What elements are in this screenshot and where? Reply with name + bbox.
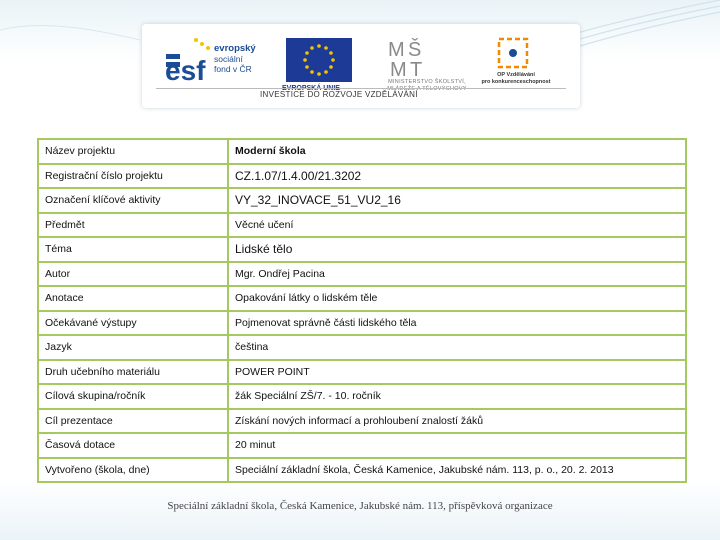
table-row [38, 360, 686, 385]
row-label: Cílová skupina/ročník [38, 384, 228, 409]
table-row [38, 286, 686, 311]
msmt-logo-icon [388, 34, 432, 78]
esf-text [214, 44, 256, 74]
svg-text:M: M [390, 59, 407, 78]
esf-line-1: evropský [214, 43, 256, 54]
row-value: VY_32_INOVACE_51_VU2_16 [228, 188, 686, 213]
row-value: CZ.1.07/1.4.00/21.3202 [228, 164, 686, 189]
row-label: Druh učebního materiálu [38, 360, 228, 385]
msmt-label-line-1: MINISTERSTVO ŠKOLSTVÍ, [388, 79, 466, 85]
row-label: Anotace [38, 286, 228, 311]
row-value: Speciální základní škola, Česká Kamenice, Jakubské nám. 113, p. o., 20. 2. 2013 [228, 458, 686, 483]
eu-flag-icon [286, 38, 352, 82]
svg-text:M: M [388, 39, 405, 61]
svg-text:T: T [410, 59, 423, 78]
row-value: Pojmenovat správně části lidského těla [228, 311, 686, 336]
op-vzdelavani-logo-icon [496, 36, 530, 70]
row-value: žák Speciální ZŠ/7. - 10. ročník [228, 384, 686, 409]
row-value: 20 minut [228, 433, 686, 458]
row-label: Cíl prezentace [38, 409, 228, 434]
row-label: Předmět [38, 213, 228, 238]
row-label: Registrační číslo projektu [38, 164, 228, 189]
banner-tagline: INVESTICE DO ROZVOJE VZDĚLÁVÁNÍ [260, 90, 418, 99]
op-label-line-1: OP Vzdělávání [497, 72, 535, 78]
op-label-line-2: pro konkurenceschopnost [481, 78, 551, 85]
table-row [38, 311, 686, 336]
row-label: Téma [38, 237, 228, 262]
svg-text:Š: Š [408, 39, 422, 61]
row-label: Jazyk [38, 335, 228, 360]
row-value: Věcné učení [228, 213, 686, 238]
op-label [478, 72, 554, 85]
logo-banner [142, 24, 580, 108]
svg-text:esf: esf [165, 55, 206, 82]
table-row [38, 213, 686, 238]
banner-divider [156, 88, 566, 89]
esf-line-2: sociální [214, 54, 243, 64]
row-value: Lidské tělo [228, 237, 686, 262]
table-row [38, 335, 686, 360]
row-value: Získání nových informací a prohloubení znalostí žáků [228, 409, 686, 434]
project-info-table [37, 138, 687, 483]
table-row [38, 458, 686, 483]
row-value: čeština [228, 335, 686, 360]
row-value: Mgr. Ondřej Pacina [228, 262, 686, 287]
table-row [38, 409, 686, 434]
table-row [38, 164, 686, 189]
row-label: Vytvořeno (škola, dne) [38, 458, 228, 483]
table-row [38, 237, 686, 262]
footer-text: Speciální základní škola, Česká Kamenice, Jakubské nám. 113, příspěvková organizace [167, 500, 553, 512]
row-label: Očekávané výstupy [38, 311, 228, 336]
row-label: Označení klíčové aktivity [38, 188, 228, 213]
esf-line-3: fond v ČR [214, 64, 252, 74]
row-value: POWER POINT [228, 360, 686, 385]
row-label: Autor [38, 262, 228, 287]
table-row [38, 139, 686, 164]
table-row [38, 384, 686, 409]
row-label: Název projektu [38, 139, 228, 164]
row-value: Moderní škola [228, 139, 686, 164]
esf-logo-icon [164, 36, 212, 82]
row-value: Opakování látky o lidském těle [228, 286, 686, 311]
table-row [38, 433, 686, 458]
row-label: Časová dotace [38, 433, 228, 458]
table-row [38, 188, 686, 213]
table-row [38, 262, 686, 287]
